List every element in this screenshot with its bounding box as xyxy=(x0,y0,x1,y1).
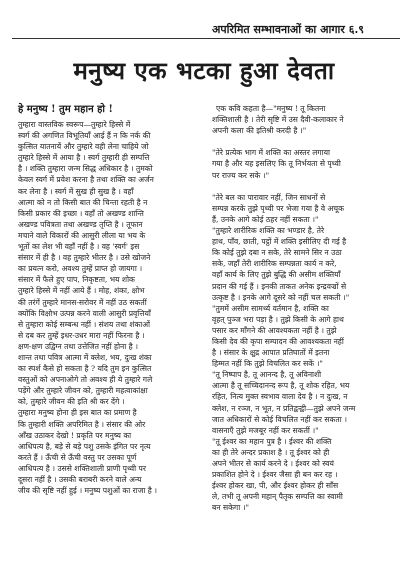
text-line: मचाने वाले विकारों की आसुरी लीला या भय के xyxy=(18,230,146,240)
text-line: शान्त तथा पवित्र आत्मा में क्लेश, भय, दुःख शंका xyxy=(18,352,152,362)
text-line: ईश्वर होकर खा, पी, और ईश्वर होकर ही साँस xyxy=(212,481,339,491)
text-line xyxy=(212,136,396,147)
text-line: आत्मा है तू सच्चिदानन्द रूप है, तू शोक रहित, भय xyxy=(212,381,350,391)
text-line: हिम्मत नहीं कि तुझे विचलित कर सकें ।" xyxy=(212,359,323,369)
text-line: तुम्हारे हिस्से में आया है । स्वर्ग तुम्हारी ही सम्पत्ति xyxy=(18,153,150,163)
text-line: से तुम्हारा कोई सम्बन्ध नहीं । संशय तथा शंकाओं xyxy=(18,319,151,329)
text-line: से दब कर तुम्हें इधर-उधर मारा नहीं फिरना है । xyxy=(18,330,145,340)
text-line: जीव की सृष्टि नहीं हुई । मनुष्य पशुओं का राजा है । xyxy=(18,486,158,496)
right-column xyxy=(212,103,396,513)
text-line: है । संसार के क्षुद्र आपात प्रतिघातों में इतना xyxy=(212,348,330,358)
header-rule xyxy=(12,38,400,39)
text-line: सम्पन्न करके तुझे पृथ्वी पर भेजा गया है वे अचूक xyxy=(212,203,344,213)
text-line: हैं, उनके आगे कोई ठहर नहीं सकता ।" xyxy=(212,214,319,224)
text-line: सके, जहाँ तेरी शारीरिक सम्पन्नता कार्य न करे, xyxy=(212,259,337,269)
text-line: "तुममें असीम सामर्थ्य वर्तमान है, शक्ति का xyxy=(212,303,329,313)
text-line: वासनाएँ तुझे मजबूर नहीं कर सकतीं ।" xyxy=(212,425,319,435)
text-line: पर राज्य कर सके ।" xyxy=(212,170,270,180)
text-line: प्रदान की गई हैं । इनकी ताकत अनेक इन्द्रवज्रों से xyxy=(212,281,347,291)
text-line: "तेरे प्रत्येक भाग में शक्ति का अस्तर लगाया xyxy=(212,148,330,158)
running-head: अपरिमित सम्भावनाओं का आगार ६.९ xyxy=(212,23,364,36)
text-line: प्रकाशित होने दे । ईश्वर जैसा ही बन कर रह । xyxy=(212,470,338,480)
text-line: किसी प्रकार की इच्छा । वहाँ तो अखण्ड शान्ति xyxy=(18,208,144,218)
text-line: पड़ेंगे और तुम्हारे जीवन को, तुम्हारी महत्वाकांक्षा xyxy=(18,386,148,396)
text-line: कि तुम्हारी शक्ति अपरिमित है । संसार की ओर xyxy=(18,419,146,429)
text-line: आत्मा को न तो किसी बात की चिन्ता रहती है न xyxy=(18,197,148,207)
left-column xyxy=(18,103,202,513)
text-line: ले, तभी तू अपनी महान् पैतृक सम्पत्ति का स्वामी xyxy=(212,492,343,502)
text-line: है । शक्ति तुम्हारा जन्म सिद्ध अधिकार है । तुमको xyxy=(18,164,153,174)
text-line: संसार में फैले हुए पाप, निकृष्टता, भय शोक xyxy=(18,275,135,285)
text-line: की तरंगें तुम्हारे मानस-सरोवर में नहीं उठ सकतीं xyxy=(18,297,147,307)
text-line: एक कवि कहता है—"मनुष्य ! तू कितना xyxy=(216,104,326,113)
text-line: वस्तुओं को अपनाओगे तो अवश्य ही ये तुम्हारे गले xyxy=(18,375,153,385)
text-line: जात अधिकारों से कोई विचलित नहीं कर सकता । xyxy=(212,414,347,424)
text-line: किसी देव की कृपा सम्पादन की आवश्यकता नहीं xyxy=(212,336,344,346)
text-line: रहित, नित्य मुक्त स्वभाव वाला देव है । न दुःख, न xyxy=(212,392,348,402)
text-line: केवल स्वर्ग में प्रवेश करना है तथा शक्ति का अर्जन xyxy=(18,175,154,185)
text-line: पसार कर माँगने की आवश्यकता नहीं है । तुझे xyxy=(212,325,337,335)
text-line: क्षण-क्षण उद्विग्न तथा उत्तेजित नहीं होना है । xyxy=(18,341,138,351)
text-line: करते हैं । ऊँची से ऊँची वस्तु पर उसका पूर्ण xyxy=(18,452,137,462)
text-line: "तू निष्पाप है, तू आनन्द है, तू अविनाशी xyxy=(212,370,322,380)
text-line: दूसरा नहीं है । उसकी बराबरी करने वाले अन्य xyxy=(18,475,142,484)
text-line: शक्तिशाली है । तेरी सृष्टि में उस दैवी-कलाकार ने xyxy=(212,115,344,125)
text-line: को, तुम्हारे जीवन की इति श्री कर देंगे । xyxy=(18,397,125,407)
text-line: आधिपत्य है । उससे शक्तिशाली प्राणी पृथ्वी पर xyxy=(18,463,146,473)
text-line: कि कोई तुझे दबा न सके, तेरे सामने सिर न उठा xyxy=(212,248,342,258)
text-line: वृहत् पुञ्ज भरा पड़ा है । तुझे किसी के आगे हाथ xyxy=(212,314,344,324)
text-line: क्योंकि विक्षोभ उत्पन्न करने वाली आसुरी प्रवृत्तियाँ xyxy=(18,308,151,318)
text-line: "तेरे बल का पारावार नहीं, जिन साधनों से xyxy=(212,192,326,202)
text-line: हाथ, पाँव, छाती, पट्ठों में शक्ति इसीलिए दी गई है xyxy=(212,237,347,247)
text-line: तुम्हारे हिस्से में नहीं आये हैं । मोह, शंका, क्षोभ xyxy=(18,286,145,296)
text-line: आधिपत्य है, बड़े से बड़े पशु उसके इंगित पर नृत्य xyxy=(18,441,151,451)
text-line: कर लेना है । स्वर्ग में सुख ही सुख है । वहाँ xyxy=(18,186,134,196)
text-line: संसार में ही है । वह तुम्हारे भीतर है । उसे खोजने xyxy=(18,253,151,263)
section-heading: हे मनुष्य ! तुम महान हो ! xyxy=(18,104,113,115)
text-line: अपनी कला की इतिश्री करदी है ।" xyxy=(212,126,307,136)
text-line: वहाँ कार्य के लिए तुझे बुद्धि की असीम शक्तियाँ xyxy=(212,270,341,280)
text-line: कुत्सित यातनायें और तुम्हारे वही लेना चाहिये जो xyxy=(18,142,149,152)
text-line: अखण्ड पवित्रता तथा अखण्ड तृप्ति है । तूफान xyxy=(18,219,143,229)
text-line: अपने भीतर से कार्य करने दे । ईश्वर को स्वयं xyxy=(212,459,334,468)
text-line: का स्पर्श कैसे हो सकता है ? यदि तुम इन कुत्सित xyxy=(18,364,152,374)
text-line: आँख उठाकर देखो ! प्रकृति पर मनुष्य का xyxy=(18,430,132,440)
text-line: "तुम्हारे शारीरिक शक्ति का भण्डार है, तेरे xyxy=(212,226,325,236)
text-line: बन सकेगा ।" xyxy=(212,503,249,513)
text-line: गया है और यह इसलिए कि तू निर्भयता से पृथ्वी xyxy=(212,159,341,169)
text-columns xyxy=(18,103,396,513)
text-line: भूतों का लेश भी वहाँ नहीं है । वह 'स्वर्ग' इस xyxy=(18,242,140,252)
text-line: तुम्हारा मनुष्य होना ही इस बात का प्रमाण है xyxy=(18,408,137,418)
text-line: "तू ईश्वर का महान पुत्र है । ईश्वर की शक्ति xyxy=(212,436,332,446)
text-line: उत्कृष्ट है । इनके आगे दूसरे को नहीं चल सकती ।" xyxy=(212,292,350,302)
chapter-title: मनुष्य एक भटका हुआ देवता xyxy=(73,56,335,85)
text-line xyxy=(212,181,396,192)
text-line: क्लेश, न रञ्ज, न भूत, न प्रतिद्वन्द्वी—तुझे अपने जन्म xyxy=(212,403,356,413)
text-line: का प्रयत्न करो, अवश्य तुम्हें प्राप्त हो जायगा । xyxy=(18,264,143,274)
text-line: का ही तेरे अन्दर प्रकाश है । तू ईश्वर को ही xyxy=(212,447,330,457)
text-line: तुम्हारा वास्तविक स्वरूप—तुम्हारे हिस्से में xyxy=(18,120,131,129)
text-line: स्वर्ग की अगणित विभूतियाँ आई हैं न कि नर्क की xyxy=(18,131,151,141)
